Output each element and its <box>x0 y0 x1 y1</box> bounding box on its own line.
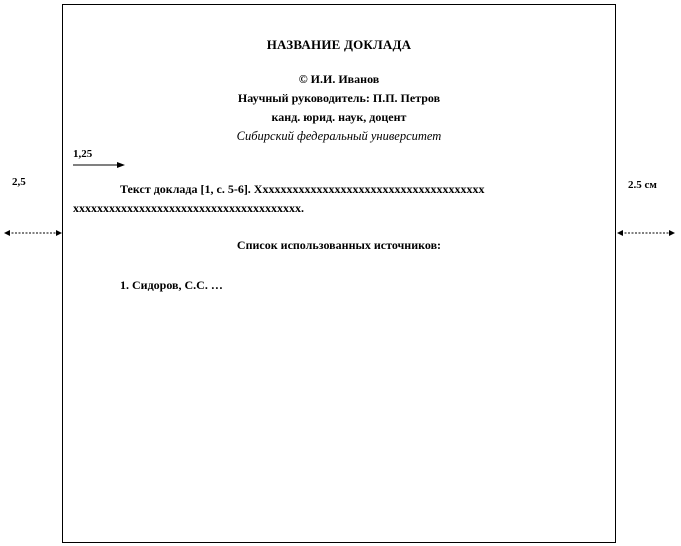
right-margin-arrow-icon <box>617 226 675 240</box>
references-heading: Список использованных источников: <box>236 238 442 252</box>
supervisor-line: Научный руководитель: П.П. Петров <box>237 91 441 105</box>
body-text-line-2: xxxxxxxxxxxxxxxxxxxxxxxxxxxxxxxxxxxxxx. <box>73 201 304 215</box>
body-paragraph <box>73 180 583 218</box>
university-line: Сибирский федеральный университет <box>236 129 442 143</box>
author-line: © И.И. Иванов <box>298 72 380 86</box>
document-title: НАЗВАНИЕ ДОКЛАДА <box>266 37 412 52</box>
indent-arrow-icon <box>73 160 125 170</box>
document-page <box>62 4 616 543</box>
left-margin-label: 2,5 <box>12 176 26 188</box>
left-margin-arrow-icon <box>4 226 62 240</box>
reference-item: 1. Сидоров, С.С. … <box>120 278 223 292</box>
indent-label: 1,25 <box>73 148 93 160</box>
degree-line: канд. юрид. наук, доцент <box>271 110 407 124</box>
right-margin-label: 2.5 см <box>628 179 657 191</box>
body-text-line-1: Текст доклада [1, с. 5-6]. Хxxxxxxxxxxxxxxxxxxxxxxxxxxxxxxxxxxxxx <box>120 182 485 196</box>
